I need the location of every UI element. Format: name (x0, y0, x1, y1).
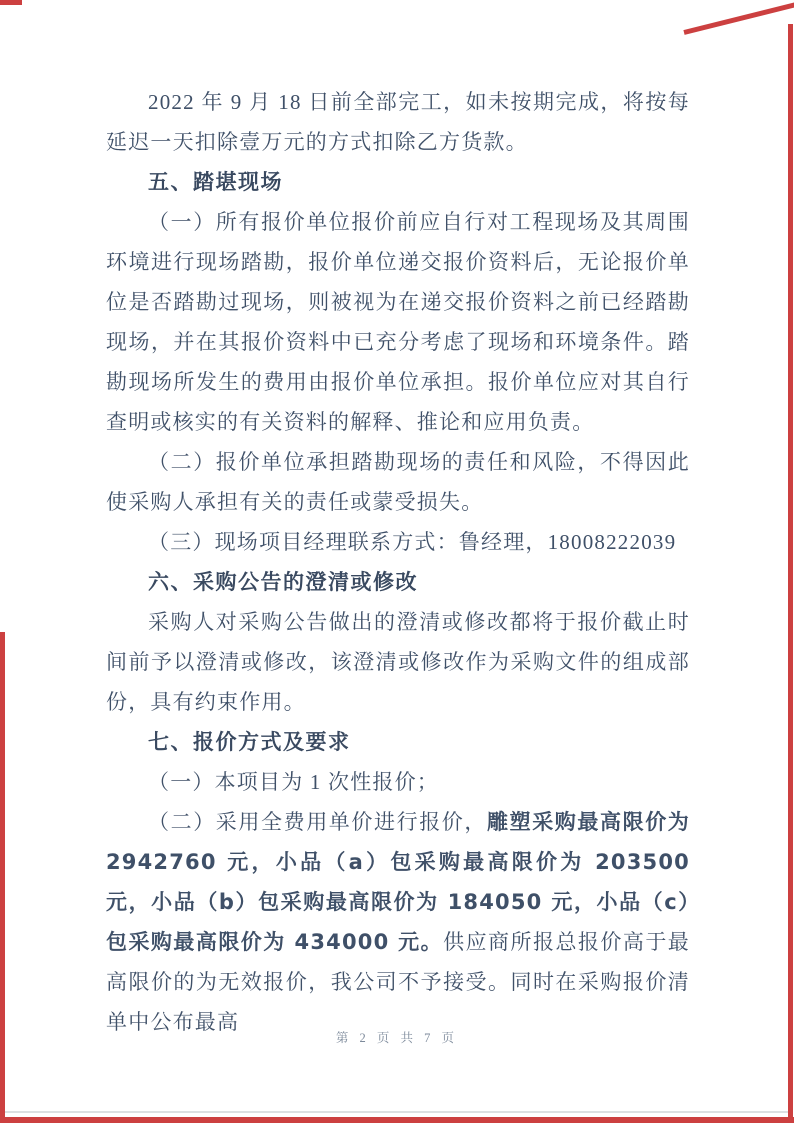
paragraph-site-survey-2: （二）报价单位承担踏勘现场的责任和风险，不得因此使采购人承担有关的责任或蒙受损失。 (106, 450, 690, 514)
scan-edge-mark-bottom (0, 1117, 794, 1123)
scan-edge-mark-right (788, 24, 793, 1123)
paragraph-single-quote: （一）本项目为 1 次性报价； (148, 770, 439, 794)
scan-edge-mark-top-right (683, 2, 794, 35)
scan-edge-mark-top-left (0, 0, 22, 5)
price-limits-prefix: （二）采用全费用单价进行报价， (148, 810, 487, 834)
scan-page-edge-shadow (5, 1111, 788, 1113)
paragraph-site-survey-1: （一）所有报价单位报价前应自行对工程现场及其周围环境进行现场踏勘，报价单位递交报价资料后，无论报价单位是否踏勘过现场，则被视为在递交报价资料之前已经踏勘现场，并在其报价资料中已充分考虑了现场和环境条件。踏勘现场所发生的费用由报价单位承担。报价单位应对其自行查明或核实的有关资料的解释、推论和应用负责。 (106, 210, 690, 434)
paragraph-clarification: 采购人对采购公告做出的澄清或修改都将于报价截止时间前予以澄清或修改，该澄清或修改作为采购文件的组成部份，具有约束作用。 (106, 610, 690, 714)
price-limits-suffix: 供应商所报总报价高于最高限价的为无效报价，我公司不予接受。同时在采购报价清单中公布最高 (106, 930, 690, 1034)
document-body (106, 82, 690, 1042)
page-number: 第 2 页 共 7 页 (335, 1031, 459, 1045)
section-heading-7: 七、报价方式及要求 (148, 730, 351, 754)
paragraph-site-contact: （三）现场项目经理联系方式：鲁经理，18008222039 (148, 530, 677, 554)
section-heading-6: 六、采购公告的澄清或修改 (148, 570, 418, 594)
paragraph-completion-deadline: 2022 年 9 月 18 日前全部完工，如未按期完成，将按每延迟一天扣除壹万元的方式扣除乙方货款。 (106, 90, 690, 154)
paragraph-price-limits (106, 802, 690, 1042)
scan-edge-mark-left (0, 632, 5, 1123)
price-limits-bold-text: 雕塑采购最高限价为 2942760 元，小品（a）包采购最高限价为 203500 元，小品（b）包采购最高限价为 184050 元，小品（c）包采购最高限价为 434000 元。 (106, 810, 690, 954)
page-footer (0, 1028, 794, 1046)
section-heading-5: 五、踏堪现场 (148, 170, 283, 194)
